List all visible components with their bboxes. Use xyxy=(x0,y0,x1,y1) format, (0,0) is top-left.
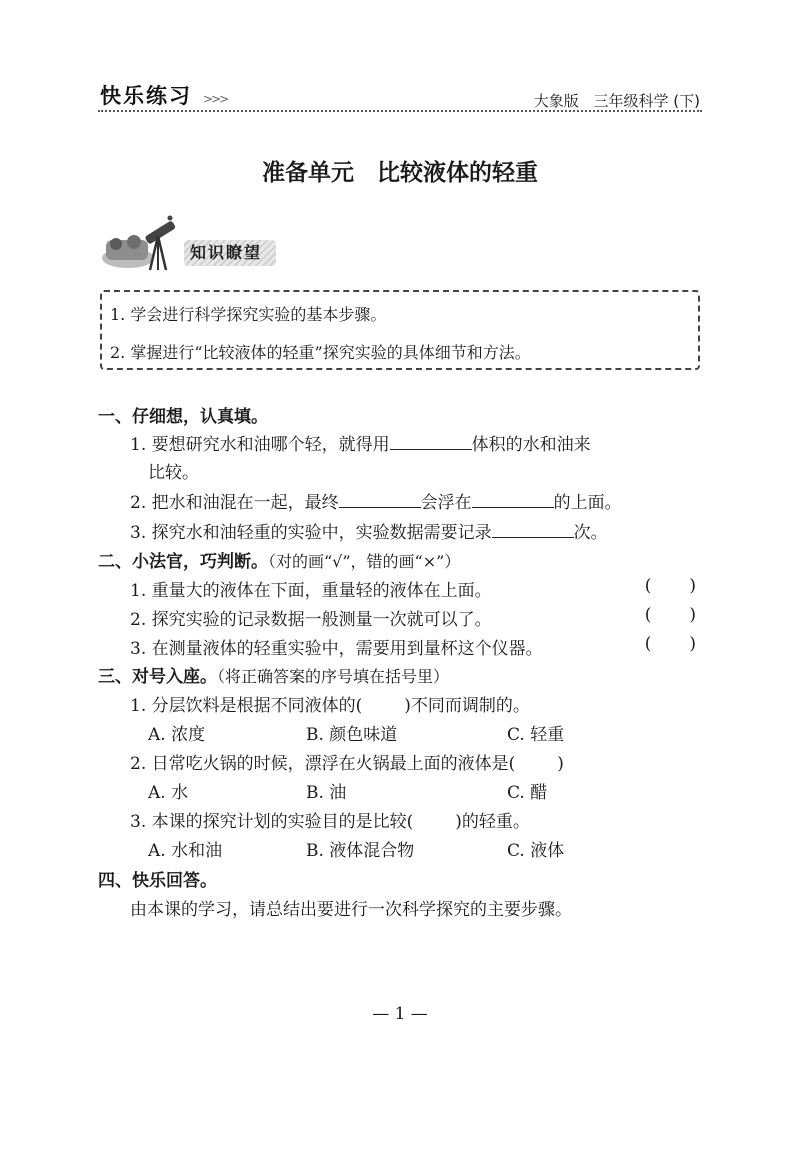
goal-item: 2. 掌握进行“比较液体的轻重”探究实验的具体细节和方法。 xyxy=(110,343,531,362)
publisher: 大象版 xyxy=(533,92,579,110)
judge-question: 3. 在测量液体的轻重实验中，需要用到量杯这个仪器。 xyxy=(130,639,543,659)
option-a[interactable]: A. 浓度 xyxy=(148,725,206,745)
choice-question: 1. 分层饮料是根据不同液体的( )不同而调制的。 xyxy=(130,696,530,716)
fill-question: 2. 把水和油混在一起，最终 会浮在 的上面。 xyxy=(130,493,622,513)
open-question: 由本课的学习，请总结出要进行一次科学探究的主要步骤。 xyxy=(130,900,572,920)
option-c[interactable]: C. 轻重 xyxy=(507,725,565,745)
choice-question: 2. 日常吃火锅的时候，漂浮在火锅最上面的液体是( ) xyxy=(130,754,564,774)
chevron-right-icon: >>> xyxy=(203,92,228,106)
answer-blank[interactable] xyxy=(472,493,554,508)
section-title: 一、仔细想，认真填。 xyxy=(98,407,268,427)
learning-goals-box xyxy=(100,290,700,370)
page-number: — 1 — xyxy=(372,1004,428,1024)
answer-paren[interactable]: ( ) xyxy=(644,605,696,625)
option-b[interactable]: B. 液体混合物 xyxy=(306,841,415,861)
answer-paren[interactable]: ( ) xyxy=(644,634,696,654)
grade-subject: 三年级科学 (下) xyxy=(593,92,700,110)
judge-question: 2. 探究实验的记录数据一般测量一次就可以了。 xyxy=(130,610,492,630)
answer-blank[interactable] xyxy=(339,493,421,508)
fill-question-cont: 比较。 xyxy=(148,463,199,483)
option-c[interactable]: C. 醋 xyxy=(507,783,548,803)
section-title: 二、小法官，巧判断。（对的画“√”，错的画“×”） xyxy=(98,552,461,572)
option-b[interactable]: B. 油 xyxy=(306,783,347,803)
option-a[interactable]: A. 水 xyxy=(148,783,189,803)
page-title: 准备单元 比较液体的轻重 xyxy=(262,160,538,186)
answer-paren[interactable]: ( ) xyxy=(644,576,696,596)
section-title: 四、快乐回答。 xyxy=(98,871,217,891)
book-info xyxy=(524,90,700,111)
option-a[interactable]: A. 水和油 xyxy=(148,841,223,861)
choice-question: 3. 本课的探究计划的实验目的是比较( )的轻重。 xyxy=(130,812,530,832)
goal-item: 1. 学会进行科学探究实验的基本步骤。 xyxy=(110,305,387,324)
telescope-icon xyxy=(100,214,180,272)
brand-title: 快乐练习 xyxy=(100,84,192,108)
header-divider xyxy=(98,110,702,112)
fill-question: 3. 探究水和油轻重的实验中，实验数据需要记录 次。 xyxy=(130,523,608,543)
fill-question: 1. 要想研究水和油哪个轻，就得用 体积的水和油来 xyxy=(130,435,591,455)
answer-blank[interactable] xyxy=(390,435,472,450)
answer-blank[interactable] xyxy=(492,523,574,538)
option-b[interactable]: B. 颜色味道 xyxy=(306,725,398,745)
option-c[interactable]: C. 液体 xyxy=(507,841,565,861)
judge-question: 1. 重量大的液体在下面，重量轻的液体在上面。 xyxy=(130,581,492,601)
section-banner-label: 知识瞭望 xyxy=(184,240,276,266)
section-title: 三、对号入座。（将正确答案的序号填在括号里） xyxy=(98,667,450,687)
